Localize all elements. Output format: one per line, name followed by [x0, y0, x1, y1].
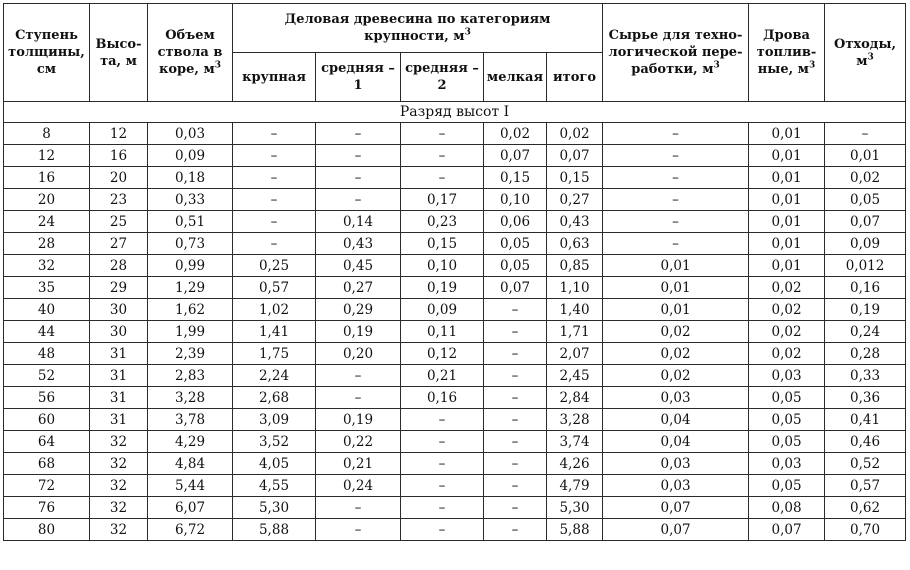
cell-medium-2: 0,12 [401, 343, 484, 365]
cell-large: 2,68 [233, 387, 316, 409]
cell-firewood: 0,02 [749, 299, 825, 321]
cell-large: 1,41 [233, 321, 316, 343]
cell-height: 32 [90, 453, 148, 475]
cell-firewood: 0,01 [749, 189, 825, 211]
cell-total: 2,45 [547, 365, 603, 387]
cell-firewood: 0,01 [749, 167, 825, 189]
cell-small: – [484, 321, 547, 343]
header-total: итого [547, 53, 603, 102]
cell-small: 0,05 [484, 233, 547, 255]
cell-height: 31 [90, 409, 148, 431]
cell-waste: 0,41 [825, 409, 906, 431]
cell-diameter: 48 [4, 343, 90, 365]
cell-small: – [484, 431, 547, 453]
cell-total: 0,85 [547, 255, 603, 277]
cell-waste: 0,33 [825, 365, 906, 387]
cell-firewood: 0,01 [749, 123, 825, 145]
cell-waste: 0,012 [825, 255, 906, 277]
cell-height: 30 [90, 299, 148, 321]
cell-height: 20 [90, 167, 148, 189]
cell-large: 3,09 [233, 409, 316, 431]
cell-large: 1,75 [233, 343, 316, 365]
cell-medium-1: 0,29 [316, 299, 401, 321]
cell-tech: 0,01 [603, 255, 749, 277]
cell-small: – [484, 475, 547, 497]
header-diameter: Ступень толщины, см [4, 4, 90, 102]
cell-total: 5,30 [547, 497, 603, 519]
cell-medium-2: – [401, 475, 484, 497]
section-title: Разряд высот I [4, 102, 906, 123]
cell-volume: 4,29 [148, 431, 233, 453]
cell-firewood: 0,02 [749, 277, 825, 299]
cell-medium-1: 0,24 [316, 475, 401, 497]
table-row [4, 277, 906, 299]
cell-small: – [484, 365, 547, 387]
cell-volume: 0,99 [148, 255, 233, 277]
cell-large: 1,02 [233, 299, 316, 321]
header-timber-group: Деловая древесина по категориям крупности, $м^3$ [233, 4, 603, 53]
cell-waste: 0,01 [825, 145, 906, 167]
cell-diameter: 28 [4, 233, 90, 255]
cell-tech: 0,03 [603, 387, 749, 409]
cell-large: 0,57 [233, 277, 316, 299]
cell-medium-1: 0,27 [316, 277, 401, 299]
table-row [4, 343, 906, 365]
cell-tech: 0,02 [603, 343, 749, 365]
cell-diameter: 35 [4, 277, 90, 299]
cell-medium-2: – [401, 453, 484, 475]
cell-height: 31 [90, 387, 148, 409]
cell-diameter: 16 [4, 167, 90, 189]
cell-medium-2: – [401, 497, 484, 519]
cell-volume: 0,73 [148, 233, 233, 255]
header-medium-2: средняя – 2 [401, 53, 484, 102]
cell-volume: 2,39 [148, 343, 233, 365]
cell-medium-1: – [316, 365, 401, 387]
cell-firewood: 0,08 [749, 497, 825, 519]
cell-diameter: 68 [4, 453, 90, 475]
cell-medium-1: – [316, 123, 401, 145]
cell-total: 0,43 [547, 211, 603, 233]
header-medium-1: средняя – 1 [316, 53, 401, 102]
cell-large: 3,52 [233, 431, 316, 453]
cell-medium-2: – [401, 167, 484, 189]
cell-medium-2: – [401, 123, 484, 145]
cell-diameter: 20 [4, 189, 90, 211]
table-row [4, 497, 906, 519]
cell-volume: 0,51 [148, 211, 233, 233]
cell-medium-2: 0,16 [401, 387, 484, 409]
cell-medium-2: 0,15 [401, 233, 484, 255]
cell-tech: – [603, 123, 749, 145]
cell-diameter: 60 [4, 409, 90, 431]
cell-firewood: 0,05 [749, 475, 825, 497]
header-volume: Объем ствола в коре, $м^3$ [148, 4, 233, 102]
cell-height: 16 [90, 145, 148, 167]
header-height: Высо- та, м [90, 4, 148, 102]
cell-tech: 0,01 [603, 299, 749, 321]
table-row [4, 189, 906, 211]
cell-medium-1: – [316, 387, 401, 409]
table-row [4, 145, 906, 167]
cell-diameter: 8 [4, 123, 90, 145]
cell-medium-1: – [316, 519, 401, 541]
cell-firewood: 0,01 [749, 233, 825, 255]
table-row [4, 387, 906, 409]
cell-total: 3,74 [547, 431, 603, 453]
cell-large: – [233, 233, 316, 255]
cell-height: 32 [90, 431, 148, 453]
cell-large: – [233, 167, 316, 189]
cell-waste: 0,57 [825, 475, 906, 497]
cell-medium-2: 0,23 [401, 211, 484, 233]
cell-small: – [484, 299, 547, 321]
cell-height: 31 [90, 365, 148, 387]
header-tech: Сырье для техно- логической пере- работки, $м^3$ [603, 4, 749, 102]
table-row [4, 233, 906, 255]
cell-volume: 0,03 [148, 123, 233, 145]
table-row [4, 299, 906, 321]
cell-small: – [484, 343, 547, 365]
volume-table [3, 3, 906, 541]
cell-diameter: 56 [4, 387, 90, 409]
cell-tech: – [603, 189, 749, 211]
cell-firewood: 0,01 [749, 211, 825, 233]
cell-small: 0,05 [484, 255, 547, 277]
cell-volume: 6,72 [148, 519, 233, 541]
cell-height: 28 [90, 255, 148, 277]
cell-medium-2: 0,11 [401, 321, 484, 343]
cell-small: – [484, 519, 547, 541]
cell-waste: 0,36 [825, 387, 906, 409]
cell-height: 32 [90, 475, 148, 497]
cell-large: 0,25 [233, 255, 316, 277]
cell-volume: 1,62 [148, 299, 233, 321]
cell-large: 4,55 [233, 475, 316, 497]
cell-diameter: 24 [4, 211, 90, 233]
cell-tech: 0,04 [603, 409, 749, 431]
cell-total: 1,71 [547, 321, 603, 343]
cell-firewood: 0,03 [749, 365, 825, 387]
cell-height: 23 [90, 189, 148, 211]
cell-waste: 0,46 [825, 431, 906, 453]
cell-firewood: 0,05 [749, 431, 825, 453]
cell-total: 1,40 [547, 299, 603, 321]
cell-volume: 1,29 [148, 277, 233, 299]
cell-height: 32 [90, 497, 148, 519]
cell-medium-2: – [401, 145, 484, 167]
cell-small: – [484, 497, 547, 519]
cell-height: 25 [90, 211, 148, 233]
cell-total: 0,63 [547, 233, 603, 255]
cell-height: 32 [90, 519, 148, 541]
cell-firewood: 0,05 [749, 409, 825, 431]
cell-height: 29 [90, 277, 148, 299]
cell-tech: 0,03 [603, 475, 749, 497]
cell-volume: 3,78 [148, 409, 233, 431]
cell-tech: 0,02 [603, 365, 749, 387]
table-row [4, 255, 906, 277]
table-row [4, 365, 906, 387]
table-row [4, 519, 906, 541]
cell-waste: 0,70 [825, 519, 906, 541]
header-waste: Отходы, $м^3$ [825, 4, 906, 102]
cell-diameter: 12 [4, 145, 90, 167]
cell-large: – [233, 145, 316, 167]
cell-tech: 0,01 [603, 277, 749, 299]
cell-volume: 3,28 [148, 387, 233, 409]
cell-tech: 0,04 [603, 431, 749, 453]
cell-medium-2: 0,17 [401, 189, 484, 211]
cell-tech: – [603, 145, 749, 167]
cell-diameter: 80 [4, 519, 90, 541]
table-row [4, 123, 906, 145]
cell-diameter: 64 [4, 431, 90, 453]
cell-total: 0,02 [547, 123, 603, 145]
cell-height: 30 [90, 321, 148, 343]
cell-total: 5,88 [547, 519, 603, 541]
cell-diameter: 52 [4, 365, 90, 387]
cell-diameter: 72 [4, 475, 90, 497]
cell-small: 0,07 [484, 145, 547, 167]
cell-diameter: 44 [4, 321, 90, 343]
cell-firewood: 0,01 [749, 255, 825, 277]
cell-medium-1: – [316, 497, 401, 519]
section-row [4, 102, 906, 123]
cell-total: 3,28 [547, 409, 603, 431]
cell-medium-1: 0,20 [316, 343, 401, 365]
header-large: крупная [233, 53, 316, 102]
cell-large: 2,24 [233, 365, 316, 387]
cell-waste: 0,09 [825, 233, 906, 255]
cell-medium-1: 0,43 [316, 233, 401, 255]
cell-total: 0,15 [547, 167, 603, 189]
cell-medium-1: 0,22 [316, 431, 401, 453]
cell-small: 0,06 [484, 211, 547, 233]
cell-total: 2,07 [547, 343, 603, 365]
cell-medium-2: – [401, 409, 484, 431]
header-firewood: Дрова топлив- ные, $м^3$ [749, 4, 825, 102]
cell-firewood: 0,01 [749, 145, 825, 167]
cell-medium-1: – [316, 189, 401, 211]
cell-medium-1: – [316, 167, 401, 189]
cell-volume: 6,07 [148, 497, 233, 519]
cell-waste: 0,16 [825, 277, 906, 299]
table-row [4, 321, 906, 343]
cell-medium-1: – [316, 145, 401, 167]
cell-waste: 0,52 [825, 453, 906, 475]
cell-firewood: 0,02 [749, 321, 825, 343]
table-row [4, 453, 906, 475]
cell-diameter: 32 [4, 255, 90, 277]
cell-diameter: 40 [4, 299, 90, 321]
cell-tech: 0,07 [603, 497, 749, 519]
cell-tech: – [603, 167, 749, 189]
table-row [4, 475, 906, 497]
cell-medium-2: 0,09 [401, 299, 484, 321]
cell-waste: 0,05 [825, 189, 906, 211]
cell-large: – [233, 211, 316, 233]
cell-volume: 0,18 [148, 167, 233, 189]
cell-large: 5,30 [233, 497, 316, 519]
cell-small: – [484, 453, 547, 475]
cell-volume: 5,44 [148, 475, 233, 497]
cell-large: 4,05 [233, 453, 316, 475]
cell-volume: 0,33 [148, 189, 233, 211]
cell-firewood: 0,05 [749, 387, 825, 409]
cell-waste: 0,24 [825, 321, 906, 343]
cell-medium-1: 0,19 [316, 321, 401, 343]
cell-waste: 0,28 [825, 343, 906, 365]
cell-medium-1: 0,21 [316, 453, 401, 475]
cell-tech: 0,03 [603, 453, 749, 475]
cell-volume: 0,09 [148, 145, 233, 167]
cell-total: 0,07 [547, 145, 603, 167]
cell-volume: 4,84 [148, 453, 233, 475]
cell-height: 27 [90, 233, 148, 255]
cell-medium-2: 0,21 [401, 365, 484, 387]
cell-total: 4,79 [547, 475, 603, 497]
cell-firewood: 0,07 [749, 519, 825, 541]
cell-medium-2: 0,10 [401, 255, 484, 277]
cell-height: 31 [90, 343, 148, 365]
cell-small: 0,15 [484, 167, 547, 189]
cell-medium-1: 0,45 [316, 255, 401, 277]
cell-small: – [484, 387, 547, 409]
cell-large: – [233, 123, 316, 145]
cell-medium-2: 0,19 [401, 277, 484, 299]
cell-small: – [484, 409, 547, 431]
table-row [4, 431, 906, 453]
table-header [4, 4, 906, 102]
cell-large: 5,88 [233, 519, 316, 541]
cell-total: 2,84 [547, 387, 603, 409]
header-small: мелкая [484, 53, 547, 102]
cell-waste: 0,62 [825, 497, 906, 519]
cell-tech: – [603, 211, 749, 233]
cell-waste: – [825, 123, 906, 145]
cell-volume: 2,83 [148, 365, 233, 387]
cell-waste: 0,07 [825, 211, 906, 233]
cell-diameter: 76 [4, 497, 90, 519]
cell-medium-1: 0,14 [316, 211, 401, 233]
table-row [4, 211, 906, 233]
cell-tech: – [603, 233, 749, 255]
cell-firewood: 0,02 [749, 343, 825, 365]
cell-tech: 0,02 [603, 321, 749, 343]
cell-height: 12 [90, 123, 148, 145]
cell-total: 1,10 [547, 277, 603, 299]
cell-small: 0,10 [484, 189, 547, 211]
cell-small: 0,07 [484, 277, 547, 299]
cell-medium-2: – [401, 519, 484, 541]
cell-volume: 1,99 [148, 321, 233, 343]
cell-firewood: 0,03 [749, 453, 825, 475]
cell-small: 0,02 [484, 123, 547, 145]
cell-waste: 0,19 [825, 299, 906, 321]
cell-tech: 0,07 [603, 519, 749, 541]
cell-medium-2: – [401, 431, 484, 453]
table-body [4, 102, 906, 541]
cell-medium-1: 0,19 [316, 409, 401, 431]
cell-total: 4,26 [547, 453, 603, 475]
table-row [4, 409, 906, 431]
cell-large: – [233, 189, 316, 211]
cell-waste: 0,02 [825, 167, 906, 189]
table-row [4, 167, 906, 189]
cell-total: 0,27 [547, 189, 603, 211]
